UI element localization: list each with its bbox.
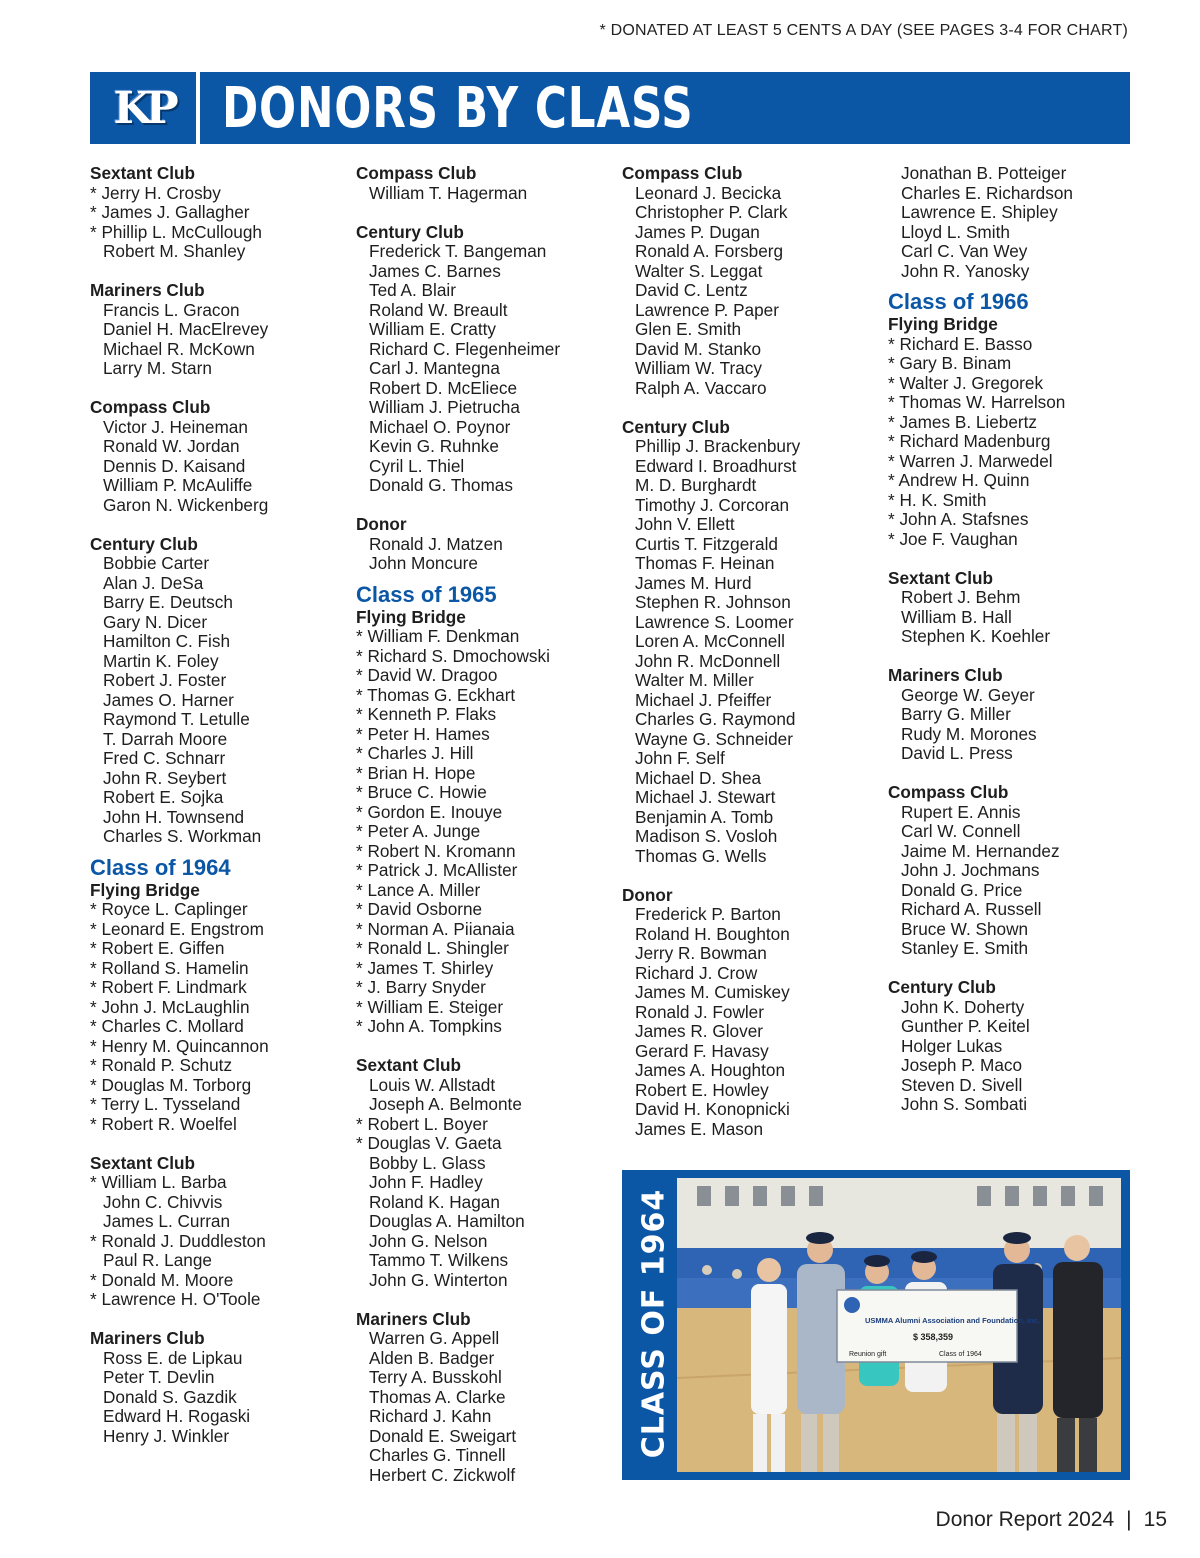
donor-name: Lawrence E. Shipley <box>901 202 1058 222</box>
donor-name: Barry E. Deutsch <box>103 592 233 612</box>
footer-separator: | <box>1126 1508 1132 1531</box>
donor-name: James C. Barnes <box>369 260 501 281</box>
donor-name: Steven D. Sivell <box>901 1074 1023 1095</box>
giving-club-heading: Mariners Club <box>90 280 205 300</box>
section-spacer <box>622 398 800 418</box>
donor-name: Rudy M. Morones <box>901 723 1037 744</box>
donor-name: Richard C. Flegenheimer <box>369 338 561 359</box>
giving-club-heading: Mariners Club <box>90 1328 205 1348</box>
donor-name: John Moncure <box>369 553 478 573</box>
donor-name: Donald G. Thomas <box>369 475 513 495</box>
donor-name: James M. Cumiskey <box>635 982 790 1002</box>
donor-name: Terry A. Busskohl <box>369 1367 502 1387</box>
section-spacer <box>622 866 800 886</box>
giving-club-heading: Sextant Club <box>888 567 994 588</box>
donor-name: * Peter A. Junge <box>356 821 481 841</box>
class-year-heading: Class of 1964 <box>90 854 231 880</box>
giving-club-heading: Sextant Club <box>90 1152 196 1173</box>
giving-club-heading: Donor <box>622 884 673 905</box>
donor-name: * John A. Stafsnes <box>888 509 1029 529</box>
giving-club-heading: Compass Club <box>888 782 1009 802</box>
donor-name: Barry G. Miller <box>901 704 1011 724</box>
donor-name: John S. Sombati <box>901 1094 1028 1114</box>
donor-name: Stanley E. Smith <box>901 938 1029 958</box>
donor-name: Robert E. Sojka <box>103 787 224 807</box>
section-spacer <box>888 959 1073 979</box>
donor-name: * Phillip L. McCullough <box>90 221 262 242</box>
giving-club-heading: Century Club <box>90 533 198 554</box>
class-year-heading: Class of 1966 <box>888 289 1029 314</box>
donor-name: Donald E. Sweigart <box>369 1425 517 1446</box>
section-spacer <box>356 1290 560 1310</box>
donor-name: Douglas A. Hamilton <box>369 1211 525 1231</box>
donor-name: Carl C. Van Wey <box>901 241 1028 261</box>
section-spacer <box>90 1134 269 1154</box>
donor-name: Leonard J. Becicka <box>635 182 782 203</box>
giving-club-heading: Mariners Club <box>888 665 1003 685</box>
donor-name: * William F. Denkman <box>356 626 520 646</box>
donor-name: * James T. Shirley <box>356 957 494 978</box>
donor-name: Herbert C. Zickwolf <box>369 1464 516 1485</box>
donor-name: Jonathan B. Potteiger <box>901 163 1067 183</box>
donor-name: Victor J. Heineman <box>103 416 248 437</box>
donor-column-2 <box>356 164 560 1485</box>
donor-column-4 <box>888 164 1073 1115</box>
donor-name: Holger Lukas <box>901 1035 1003 1056</box>
donor-name: Curtis T. Fitzgerald <box>635 533 778 554</box>
donor-name: Phillip J. Brackenbury <box>635 436 801 456</box>
donor-name: David L. Press <box>901 743 1013 763</box>
donor-name: Ronald J. Matzen <box>369 533 503 554</box>
donor-name: William E. Cratty <box>369 319 497 339</box>
donor-name: Michael J. Stewart <box>635 787 776 807</box>
donor-name: * Gary B. Binam <box>888 353 1012 373</box>
donor-name: John G. Nelson <box>369 1230 488 1251</box>
giving-club-heading: Century Club <box>622 416 730 437</box>
donor-name: Alden B. Badger <box>369 1347 495 1368</box>
donor-name: Hamilton C. Fish <box>103 631 231 651</box>
donor-name: * Charles J. Hill <box>356 743 474 763</box>
donor-name: Michael D. Shea <box>635 767 762 788</box>
donor-name: George W. Geyer <box>901 684 1035 705</box>
section-spacer <box>90 262 269 282</box>
donor-column-3 <box>622 164 800 1139</box>
donor-name: David H. Konopnicki <box>635 1099 790 1119</box>
donor-name: John F. Hadley <box>369 1172 483 1192</box>
donor-name: * Charles C. Mollard <box>90 1016 244 1036</box>
giving-club-heading: Compass Club <box>622 163 743 183</box>
donor-name: Bobby L. Glass <box>369 1152 486 1173</box>
giving-club-heading: Flying Bridge <box>356 606 466 627</box>
donor-name: Charles E. Richardson <box>901 182 1073 203</box>
donor-name: William W. Tracy <box>635 358 762 378</box>
donor-name: * Ronald P. Schutz <box>90 1055 233 1075</box>
donor-name: Robert D. McEliece <box>369 377 518 398</box>
donor-name: Donald G. Price <box>901 879 1023 900</box>
donor-name: Madison S. Vosloh <box>635 826 778 846</box>
donor-name: Stephen K. Koehler <box>901 626 1051 646</box>
donor-name: Richard A. Russell <box>901 899 1042 919</box>
section-spacer <box>888 647 1073 667</box>
donor-name: * Bruce C. Howie <box>356 782 487 802</box>
giving-club-heading: Century Club <box>888 977 996 997</box>
donor-name: William P. McAuliffe <box>103 475 253 495</box>
donor-name: James L. Curran <box>103 1211 231 1231</box>
donor-name: Michael O. Poynor <box>369 416 511 437</box>
donor-name: Robert J. Behm <box>901 587 1021 607</box>
donor-name: * Donald M. Moore <box>90 1269 234 1290</box>
donor-name: Charles G. Tinnell <box>369 1445 506 1465</box>
donor-name: John F. Self <box>635 748 725 768</box>
donor-name: Francis L. Gracon <box>103 299 240 320</box>
donor-name: * Walter J. Gregorek <box>888 372 1044 393</box>
donor-name: William J. Pietrucha <box>369 397 520 417</box>
check-class: Class of 1964 <box>939 1351 982 1358</box>
donor-name: Lloyd L. Smith <box>901 221 1010 242</box>
donor-name: David C. Lentz <box>635 280 748 300</box>
donor-name: * Lawrence H. O'Toole <box>90 1289 261 1309</box>
donor-name: James M. Hurd <box>635 572 752 593</box>
donor-name: Carl J. Mantegna <box>369 358 500 378</box>
donor-name: Garon N. Wickenberg <box>103 494 269 515</box>
donor-name: Ronald J. Fowler <box>635 1001 764 1022</box>
section-spacer <box>90 1310 269 1330</box>
donor-name: Jaime M. Hernandez <box>901 840 1060 861</box>
donor-name: Benjamin A. Tomb <box>635 806 774 827</box>
photo-label <box>636 1188 672 1458</box>
donor-name: Stephen R. Johnson <box>635 592 791 612</box>
donor-name: * Leonard E. Engstrom <box>90 918 264 939</box>
donor-name: Larry M. Starn <box>103 358 212 378</box>
donor-name: Robert J. Foster <box>103 670 227 690</box>
donor-name: Carl W. Connell <box>901 821 1021 841</box>
section-spacer <box>888 549 1073 569</box>
donor-name: Charles S. Workman <box>103 826 262 846</box>
section-spacer <box>90 379 269 399</box>
giving-club-heading: Mariners Club <box>356 1308 471 1329</box>
donor-name: * David Osborne <box>356 899 483 919</box>
donor-name: Lawrence P. Paper <box>635 299 779 320</box>
donor-name: Gunther P. Keitel <box>901 1016 1030 1036</box>
donor-column-1 <box>90 164 269 1446</box>
donor-name: * Patrick J. McAllister <box>356 860 518 880</box>
donor-name: * Douglas V. Gaeta <box>356 1133 502 1153</box>
section-spacer <box>356 1037 560 1057</box>
donation-footnote: * DONATED AT LEAST 5 CENTS A DAY (SEE PAGES 3-4 FOR CHART) <box>599 22 1128 39</box>
donor-name: James A. Houghton <box>635 1060 786 1080</box>
banner-divider <box>196 72 200 144</box>
donor-name: John R. McDonnell <box>635 650 781 671</box>
donor-name: Thomas A. Clarke <box>369 1386 506 1407</box>
donor-name: * David W. Dragoo <box>356 665 498 685</box>
donor-name: * Thomas W. Harrelson <box>888 392 1066 412</box>
donor-name: James R. Glover <box>635 1021 763 1041</box>
donor-name: Gary N. Dicer <box>103 611 208 632</box>
donor-name: * Ronald J. Duddleston <box>90 1230 266 1251</box>
donor-name: Thomas F. Heinan <box>635 553 775 573</box>
page-title: DONORS BY CLASS <box>222 75 694 141</box>
donor-name: Roland H. Boughton <box>635 923 790 944</box>
donor-name: Henry J. Winkler <box>103 1425 230 1446</box>
donor-name: * Rolland S. Hamelin <box>90 957 249 978</box>
donor-name: * Douglas M. Torborg <box>90 1074 252 1095</box>
donor-name: Gerard F. Havasy <box>635 1040 769 1061</box>
donor-name: John V. Ellett <box>635 514 735 534</box>
donor-name: John G. Winterton <box>369 1269 508 1290</box>
donor-name: John J. Jochmans <box>901 860 1040 880</box>
class-of-1964-photo <box>677 1178 1121 1472</box>
class-photo-panel <box>622 1170 1130 1480</box>
donor-name: Donald S. Gazdik <box>103 1386 237 1407</box>
donor-name: * William L. Barba <box>90 1172 227 1192</box>
donor-name: * Jerry H. Crosby <box>90 182 221 203</box>
class-year-heading: Class of 1965 <box>356 581 497 607</box>
donor-name: * Richard S. Dmochowski <box>356 645 550 666</box>
donor-name: Martin K. Foley <box>103 650 219 671</box>
donor-name: Robert E. Howley <box>635 1079 769 1100</box>
giving-club-heading: Donor <box>356 514 407 534</box>
donor-name: Timothy J. Corcoran <box>635 494 790 515</box>
donor-name: * John A. Tompkins <box>356 1016 502 1036</box>
donor-name: Rupert E. Annis <box>901 801 1021 822</box>
donor-name: * Joe F. Vaughan <box>888 528 1018 549</box>
donor-name: Warren G. Appell <box>369 1328 500 1348</box>
giving-club-heading: Compass Club <box>356 163 477 183</box>
donor-name: * Gordon E. Inouye <box>356 801 503 822</box>
donor-name: Ronald W. Jordan <box>103 436 240 456</box>
donor-name: Edward I. Broadhurst <box>635 455 797 476</box>
donor-name: T. Darrah Moore <box>103 728 228 749</box>
check-org: USMMA Alumni Association and Foundation, Inc. <box>865 1316 1040 1325</box>
donor-name: Roland K. Hagan <box>369 1191 500 1212</box>
donor-name: Raymond T. Letulle <box>103 709 250 729</box>
donor-name: * Robert N. Kromann <box>356 840 516 861</box>
donor-name: * Robert E. Giffen <box>90 938 225 958</box>
donor-name: * Robert F. Lindmark <box>90 977 247 997</box>
donor-name: Tammo T. Wilkens <box>369 1250 509 1270</box>
title-banner <box>90 72 1130 144</box>
donor-name: Richard J. Kahn <box>369 1406 492 1426</box>
donor-name: * Thomas G. Eckhart <box>356 684 516 705</box>
donor-name: Fred C. Schnarr <box>103 748 226 768</box>
donor-name: John K. Doherty <box>901 996 1025 1017</box>
giving-club-heading: Sextant Club <box>90 163 196 183</box>
donor-name: * Henry M. Quincannon <box>90 1035 269 1056</box>
donor-name: Charles G. Raymond <box>635 709 796 729</box>
donor-name: Ralph A. Vaccaro <box>635 377 767 398</box>
donor-name: * Warren J. Marwedel <box>888 450 1053 471</box>
donor-name: * James J. Gallagher <box>90 202 250 222</box>
donor-name: * Lance A. Miller <box>356 879 481 900</box>
donor-name: James P. Dugan <box>635 221 760 242</box>
donor-name: William B. Hall <box>901 606 1012 627</box>
donor-name: Wayne G. Schneider <box>635 728 793 749</box>
donor-name: Peter T. Devlin <box>103 1367 215 1387</box>
donor-name: Walter M. Miller <box>635 670 754 690</box>
donor-name: Louis W. Allstadt <box>369 1074 496 1095</box>
donor-name: John R. Yanosky <box>901 260 1030 281</box>
section-spacer <box>356 203 560 223</box>
donor-name: David M. Stanko <box>635 338 762 359</box>
donor-name: * Kenneth P. Flaks <box>356 704 497 724</box>
donor-name: * Terry L. Tysseland <box>90 1094 241 1114</box>
donor-name: Daniel H. MacElrevey <box>103 319 269 339</box>
donor-name: James O. Harner <box>103 689 234 710</box>
giving-club-heading: Compass Club <box>90 397 211 417</box>
donor-name: * Brian H. Hope <box>356 762 476 783</box>
donor-name: * Peter H. Hames <box>356 723 490 744</box>
donor-name: Ross E. de Lipkau <box>103 1347 243 1368</box>
donor-name: Robert M. Shanley <box>103 241 246 261</box>
donor-name: Ted A. Blair <box>369 280 456 300</box>
donor-name: John R. Seybert <box>103 767 227 788</box>
donor-name: Lawrence S. Loomer <box>635 611 794 632</box>
donor-name: * James B. Liebertz <box>888 411 1038 432</box>
donor-name: * Richard Madenburg <box>888 431 1051 451</box>
donor-name: Glen E. Smith <box>635 319 742 339</box>
donor-name: Paul R. Lange <box>103 1250 212 1270</box>
donor-name: William T. Hagerman <box>369 182 528 203</box>
donor-name: * Richard E. Basso <box>888 333 1033 354</box>
donor-name: John C. Chivvis <box>103 1191 223 1212</box>
donor-name: Walter S. Leggat <box>635 260 763 281</box>
donor-name: Kevin G. Ruhnke <box>369 436 499 456</box>
donor-name: Cyril L. Thiel <box>369 455 465 476</box>
page-number: 15 <box>1143 1508 1167 1531</box>
giving-club-heading: Century Club <box>356 221 464 242</box>
page-footer <box>936 1508 1167 1532</box>
donor-name: * Norman A. Piianaia <box>356 918 515 939</box>
donor-name: * John J. McLaughlin <box>90 996 250 1017</box>
donor-name: * Robert L. Boyer <box>356 1113 488 1134</box>
donor-name: Loren A. McConnell <box>635 631 785 651</box>
photo-label-text: CLASS OF 1964 <box>636 1188 672 1458</box>
donor-name: Richard J. Crow <box>635 962 758 983</box>
donor-name: Christopher P. Clark <box>635 202 788 222</box>
donor-name: * H. K. Smith <box>888 489 987 510</box>
donor-name: Joseph A. Belmonte <box>369 1094 522 1114</box>
check-amount: $ 358,359 <box>913 1332 954 1342</box>
donor-name: * J. Barry Snyder <box>356 977 486 997</box>
giving-club-heading: Flying Bridge <box>888 314 998 334</box>
donor-name: * Andrew H. Quinn <box>888 470 1030 490</box>
donor-name: Bruce W. Shown <box>901 918 1029 939</box>
report-name: Donor Report 2024 <box>935 1508 1115 1531</box>
donor-name: Ronald A. Forsberg <box>635 241 784 261</box>
donor-name: Dennis D. Kaisand <box>103 455 246 476</box>
donor-name: Thomas G. Wells <box>635 845 767 866</box>
donor-name: Michael J. Pfeiffer <box>635 689 772 710</box>
check-memo: Reunion gift <box>849 1351 887 1358</box>
section-spacer <box>90 515 269 535</box>
section-spacer <box>888 764 1073 784</box>
giving-club-heading: Sextant Club <box>356 1055 462 1075</box>
donor-name: Alan J. DeSa <box>103 572 204 593</box>
kp-logo: KP <box>113 82 173 134</box>
donor-name: M. D. Burghardt <box>635 475 757 495</box>
donor-name: James E. Mason <box>635 1118 763 1139</box>
donor-name: * Royce L. Caplinger <box>90 899 248 919</box>
donor-name: Michael R. McKown <box>103 338 255 359</box>
donor-name: * Ronald L. Shingler <box>356 938 509 958</box>
donor-name: Frederick T. Bangeman <box>369 241 547 261</box>
donor-name: John H. Townsend <box>103 806 245 827</box>
donor-name: Jerry R. Bowman <box>635 943 767 963</box>
donor-name: * William E. Steiger <box>356 996 504 1017</box>
donor-name: Roland W. Breault <box>369 299 508 320</box>
donor-name: Edward H. Rogaski <box>103 1406 251 1426</box>
donor-name: Bobbie Carter <box>103 553 210 573</box>
donor-name: Joseph P. Maco <box>901 1055 1023 1075</box>
donor-name: Frederick P. Barton <box>635 904 781 924</box>
donor-name: * Robert R. Woelfel <box>90 1113 237 1134</box>
section-spacer <box>356 496 560 516</box>
giving-club-heading: Flying Bridge <box>90 879 200 900</box>
